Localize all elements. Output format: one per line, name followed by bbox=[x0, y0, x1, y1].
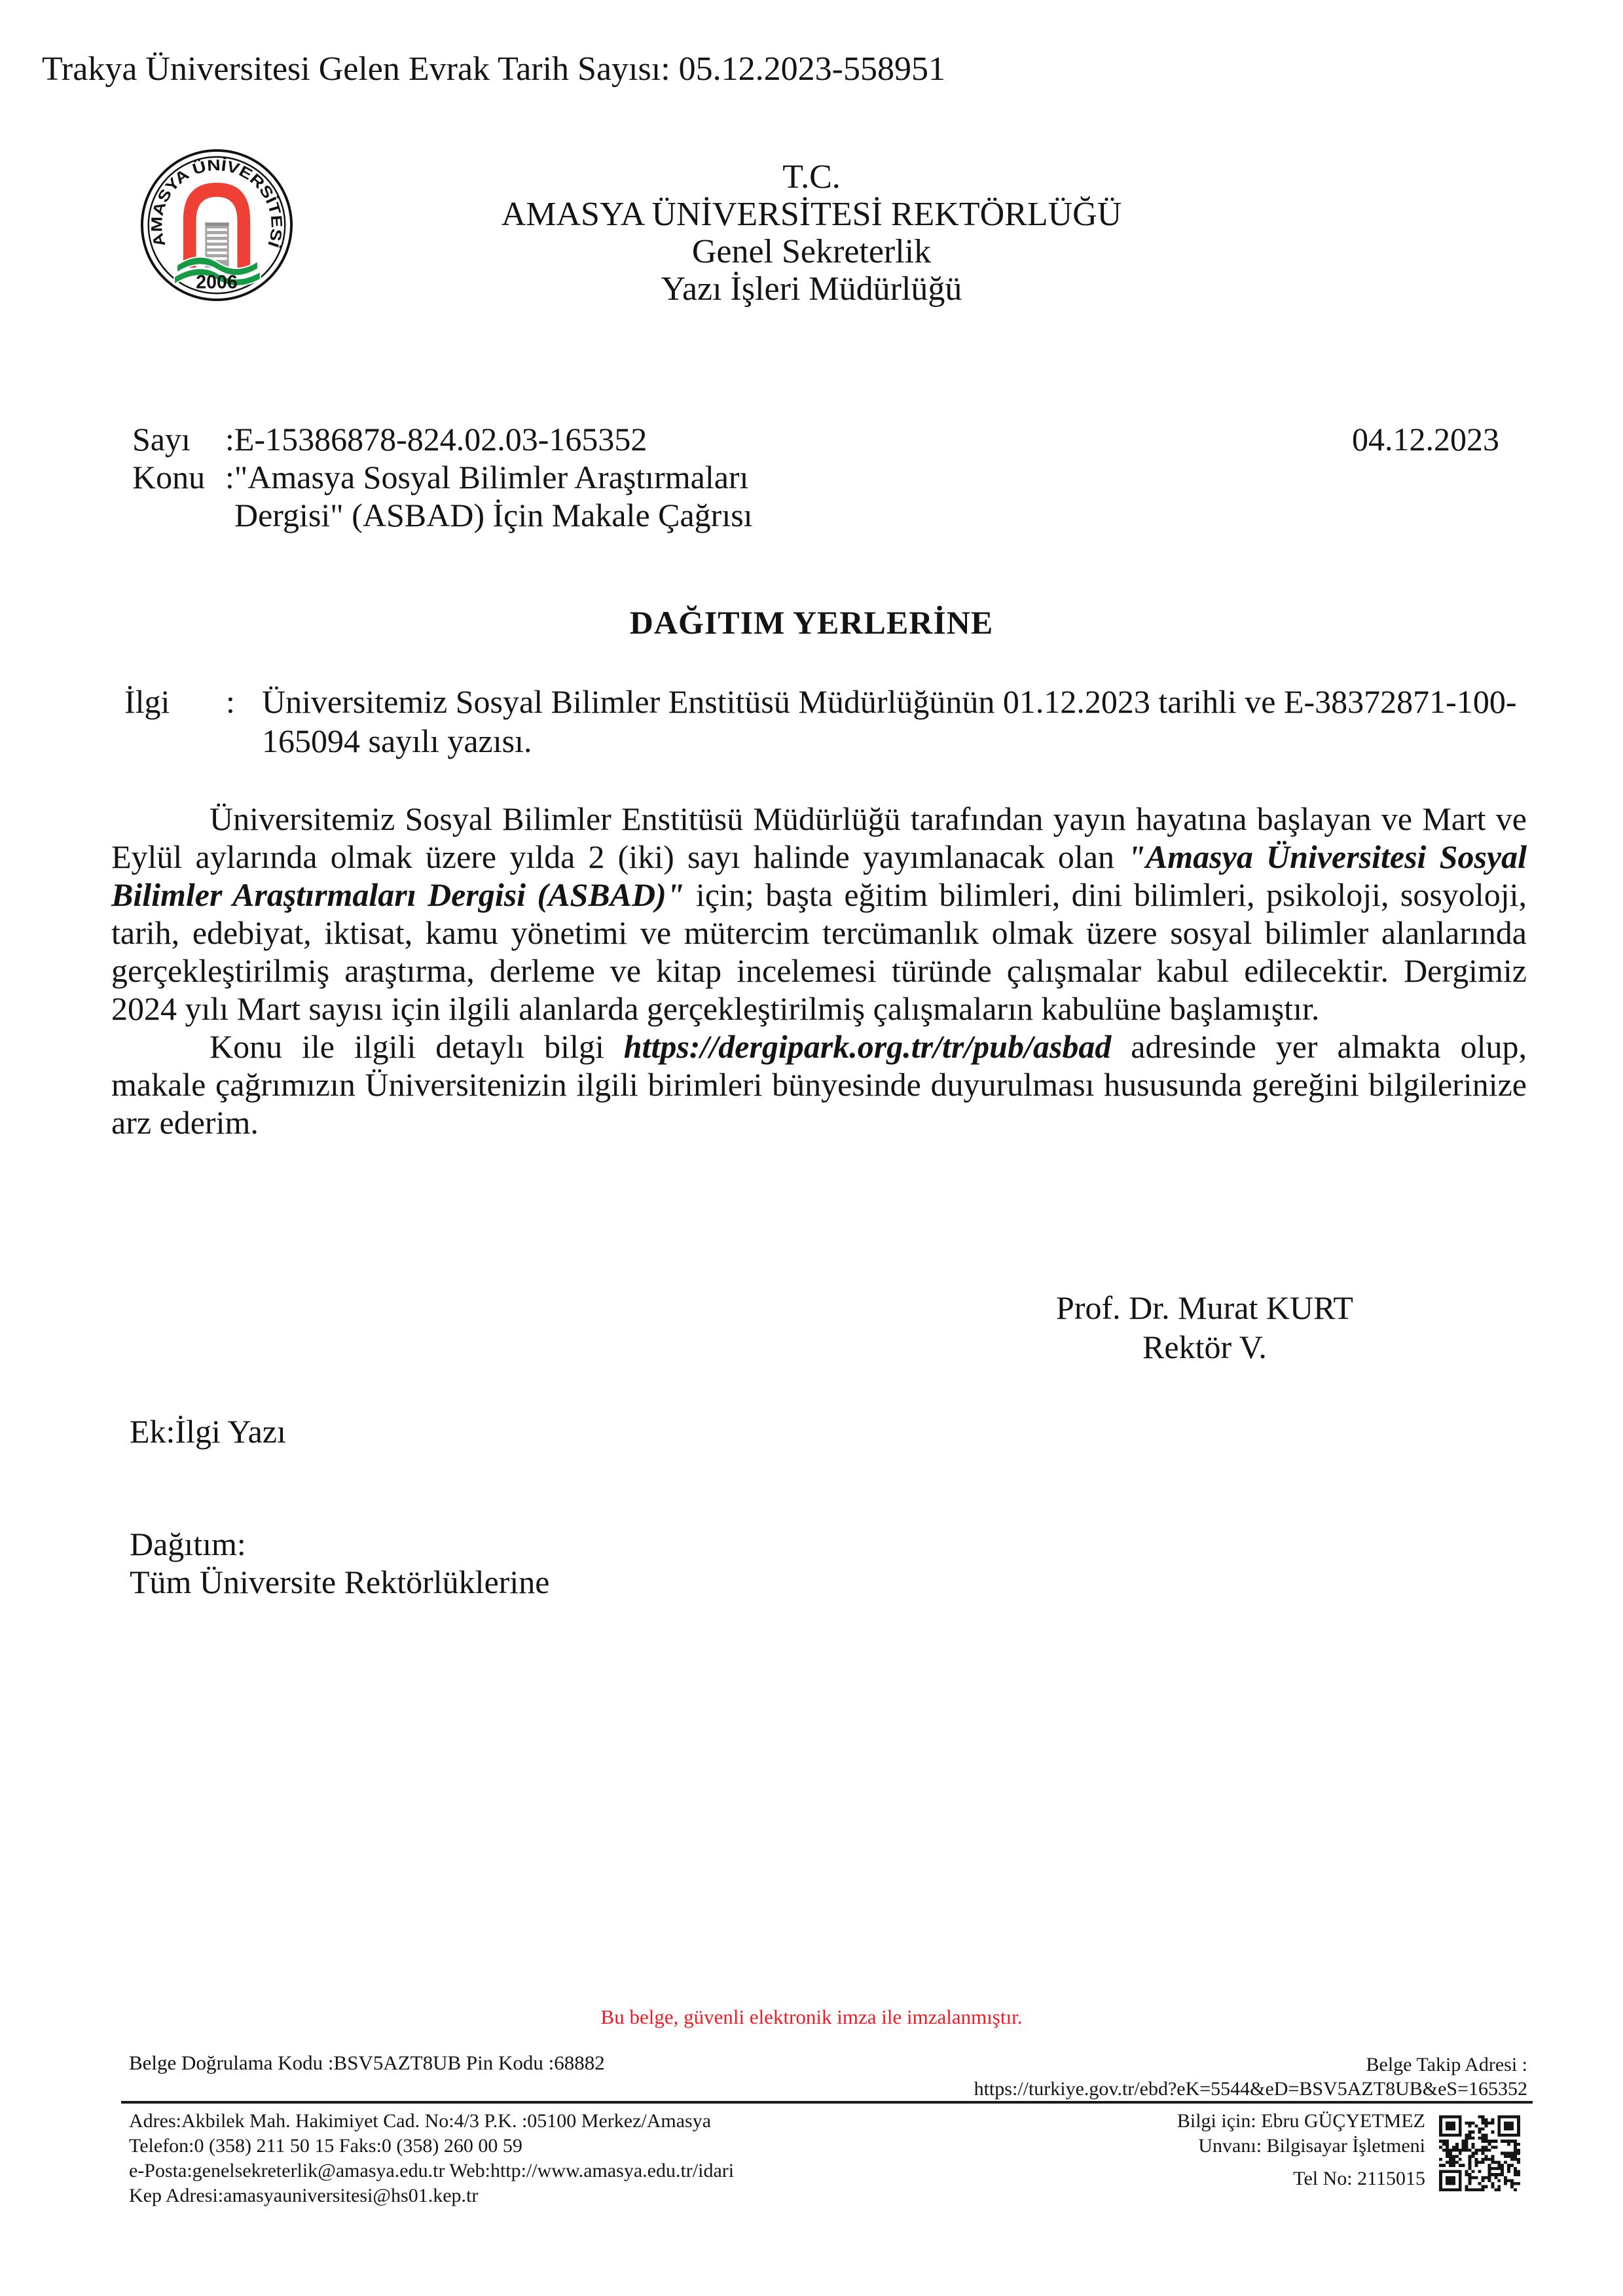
sayi-value: :E-15386878-824.02.03-165352 bbox=[225, 421, 647, 457]
dagitim-label: Dağıtım: bbox=[130, 1526, 246, 1562]
letterhead-subdepartment: Yazı İşleri Müdürlüğü bbox=[661, 270, 962, 308]
dagitim-value: Tüm Üniversite Rektörlüklerine bbox=[130, 1564, 550, 1600]
footer-eposta: e-Posta:genelsekreterlik@amasya.edu.tr Web:http://www.amasya.edu.tr/idari bbox=[129, 2160, 735, 2181]
journal-name: "Amasya Üniversitesi Sosyal Bilimler Araştırmaları Dergisi (ASBAD)" bbox=[111, 838, 1527, 913]
footer-tel: Tel No: 2115015 bbox=[1293, 2168, 1425, 2189]
footer-contact-block bbox=[1177, 2109, 1425, 2191]
body-paragraph-1 bbox=[111, 800, 1527, 1028]
tracking-block bbox=[974, 2053, 1527, 2101]
distribution-block bbox=[130, 1525, 550, 1601]
konu-value bbox=[225, 458, 753, 534]
sayi-row bbox=[132, 420, 753, 458]
letter-body bbox=[111, 800, 1527, 1141]
seal-year: 2006 bbox=[196, 272, 238, 293]
signature-block bbox=[949, 1288, 1460, 1367]
signer-name: Prof. Dr. Murat KURT bbox=[1056, 1289, 1353, 1326]
incoming-stamp-line: Trakya Üniversitesi Gelen Evrak Tarih Sayısı: 05.12.2023-558951 bbox=[42, 50, 945, 88]
ilgi-text: Üniversitemiz Sosyal Bilimler Enstitüsü Müdürlüğünün 01.12.2023 tarihli ve E-38372871-100-165094 sayılı yazısı. bbox=[262, 683, 1517, 759]
konu-line1: :"Amasya Sosyal Bilimler Araştırmaları bbox=[225, 459, 749, 495]
footer-divider bbox=[121, 2101, 1533, 2104]
tracking-url-link[interactable]: https://turkiye.gov.tr/ebd?eK=5544&eD=BSV5AZT8UB&eS=165352 bbox=[974, 2078, 1527, 2100]
dergipark-link[interactable]: https://dergipark.org.tr/tr/pub/asbad bbox=[623, 1028, 1112, 1065]
p2-text-2: adresinde yer almakta olup, makale çağrımızın Üniversitenizin ilgili birimleri bünyesinde duyurulması hususunda gereğini bilgilerinize arz ederim. bbox=[111, 1028, 1527, 1141]
qr-code-graphic bbox=[1439, 2115, 1520, 2191]
ilgi-colon: : bbox=[226, 683, 235, 720]
distribution-title: DAĞITIM YERLERİNE bbox=[629, 604, 994, 641]
ilgi-label: İlgi bbox=[124, 683, 170, 720]
seal-ring-text: AMASYA ÜNİVERSİTESİ bbox=[149, 157, 285, 249]
footer-bilgi: Bilgi için: Ebru GÜÇYETMEZ bbox=[1176, 2110, 1425, 2132]
reference-block bbox=[124, 682, 1525, 761]
letterhead-tc: T.C. bbox=[782, 158, 841, 196]
footer-kep: Kep Adresi:amasyauniversitesi@hs01.kep.tr bbox=[129, 2185, 479, 2206]
qr-code bbox=[1439, 2115, 1520, 2191]
konu-row bbox=[132, 458, 753, 534]
letterhead bbox=[0, 158, 1623, 308]
esignature-notice: Bu belge, güvenli elektronik imza ile imzalanmıştır. bbox=[600, 2005, 1023, 2028]
p1-text-2: için; başta eğitim bilimleri, dini bilimleri, psikoloji, sosyoloji, tarih, edebiyat, iktisat, kamu yönetimi ve mütercim tercümanlık olmak üzere sosyal bilimler alanlarında gerçekleştirilmiş araştırma, derleme ve kitap incelemesi türünde çalışmalar kabul edilecektir. Dergimiz 2024 yılı Mart sayısı için ilgili alanlarda gerçekleştirilmiş çalışmaların kabulüne başlamıştır. bbox=[111, 876, 1527, 1027]
footer-unvan: Unvanı: Bilgisayar İşletmeni bbox=[1198, 2135, 1425, 2157]
signer-title: Rektör V. bbox=[1142, 1329, 1267, 1365]
letterhead-department: Genel Sekreterlik bbox=[691, 233, 932, 270]
document-meta bbox=[132, 420, 753, 534]
attachment-line: Ek:İlgi Yazı bbox=[130, 1413, 286, 1450]
footer-adres: Adres:Akbilek Mah. Hakimiyet Cad. No:4/3 P.K. :05100 Merkez/Amasya bbox=[129, 2110, 712, 2132]
document-date: 04.12.2023 bbox=[1352, 421, 1499, 457]
konu-label: Konu bbox=[132, 459, 206, 495]
letterhead-organization: AMASYA ÜNİVERSİTESİ REKTÖRLÜĞÜ bbox=[501, 196, 1122, 233]
sayi-label: Sayı bbox=[132, 421, 191, 457]
body-paragraph-2 bbox=[111, 1028, 1527, 1141]
footer-address-block bbox=[129, 2109, 734, 2208]
p2-text-1: Konu ile ilgili detaylı bilgi bbox=[210, 1028, 624, 1065]
verification-code-line: Belge Doğrulama Kodu :BSV5AZT8UB Pin Kodu :68882 bbox=[129, 2051, 605, 2074]
footer-telefon: Telefon:0 (358) 211 50 15 Faks:0 (358) 260 00 59 bbox=[129, 2135, 522, 2157]
tracking-label: Belge Takip Adresi : bbox=[1366, 2054, 1527, 2075]
konu-line2: Dergisi" (ASBAD) İçin Makale Çağrısı bbox=[234, 497, 753, 533]
p1-text-1: Üniversitemiz Sosyal Bilimler Enstitüsü Müdürlüğü tarafından yayın hayatına başlayan ve Mart ve Eylül aylarında olmak üzere yılda 2 (iki) sayı halinde yayımlanacak olan bbox=[111, 800, 1527, 875]
